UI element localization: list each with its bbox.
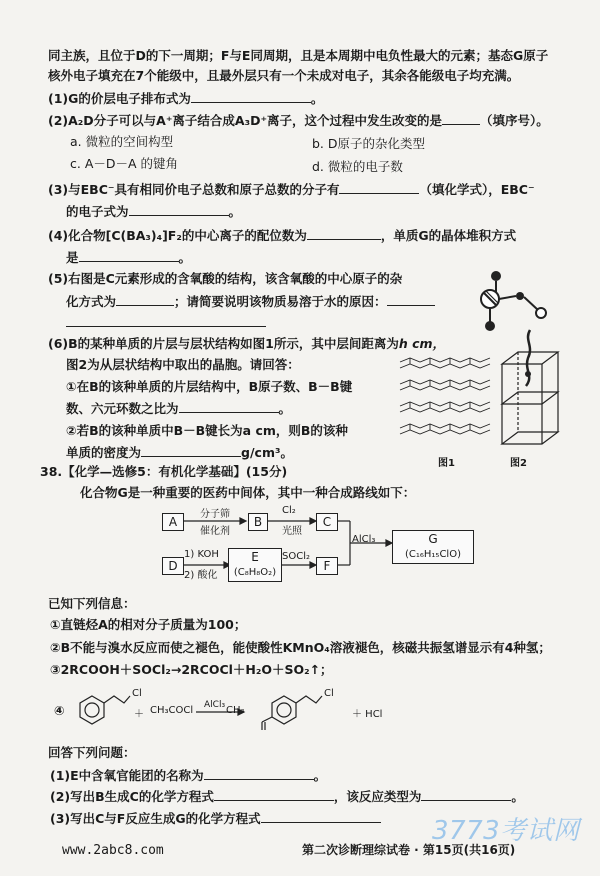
route-condition: SOCl₂ bbox=[282, 551, 310, 562]
text-line: 核外电子填充在7个能级中，且最外层只有一个未成对电子，其余各能级电子均充满。 bbox=[48, 68, 520, 83]
known-item: ③2RCOOH＋SOCl₂→2RCOCl＋H₂O＋SO₂↑； bbox=[50, 662, 333, 677]
answer-blank bbox=[387, 293, 435, 306]
known-title: 已知下列信息： bbox=[48, 596, 136, 611]
question-text: 是 bbox=[66, 250, 79, 265]
question-5c bbox=[66, 314, 266, 330]
question-suffix: ，该反应类型为 bbox=[333, 789, 422, 804]
compound-f-box: F bbox=[316, 557, 338, 575]
known-item: ①直链烃A的相对分子质量为100； bbox=[50, 617, 247, 632]
compound-b-box: B bbox=[248, 513, 268, 531]
answer-blank bbox=[214, 788, 334, 801]
question-3 bbox=[48, 180, 535, 198]
catalyst-label: AlCl₃ bbox=[204, 700, 226, 710]
answer-title: 回答下列问题： bbox=[48, 745, 136, 760]
question-6c: ①在B的该种单质的片层结构中，B原子数、B－B键 bbox=[66, 379, 353, 394]
question-text: (4)化合物[C(BA₃)₄]F₂的中心离子的配位数为 bbox=[48, 228, 307, 243]
compound-a-box: A bbox=[162, 513, 184, 531]
answer-1: (1)E中含氧官能团的名称为 。 bbox=[50, 768, 327, 783]
figure-2-label: 图2 bbox=[510, 458, 527, 469]
question-suffix: ；请简要说明该物质易溶于水的原因： bbox=[174, 294, 387, 309]
answer-blank bbox=[79, 249, 179, 262]
compound-d-box: D bbox=[162, 557, 184, 575]
compound-g-box bbox=[392, 530, 474, 564]
compound-label: E bbox=[251, 550, 259, 564]
option-b: b. D原子的杂化类型 bbox=[312, 136, 426, 151]
question-38-title: 38.【化学—选修5：有机化学基础】(15分) bbox=[40, 464, 288, 479]
option-c: c. A－D－A 的键角 bbox=[70, 156, 179, 171]
route-condition: 催化剂 bbox=[200, 526, 230, 537]
answer-blank bbox=[141, 444, 241, 457]
cl-label: Cl bbox=[324, 688, 334, 699]
site-url: www.2abc8.com bbox=[62, 843, 164, 858]
known-item-4-label: ④ bbox=[54, 703, 65, 718]
answer-blank bbox=[191, 90, 311, 103]
text-line: 同主族，且位于D的下一周期；F与E同周期，且是本周期中电负性最大的元素；基态G原子 bbox=[48, 48, 549, 63]
answer-blank bbox=[307, 227, 381, 240]
route-condition: AlCl₃ bbox=[352, 534, 376, 545]
question-6d2 bbox=[66, 443, 293, 461]
question-6d: ②若B的该种单质中B－B键长为a cm，则B的该种 bbox=[66, 423, 348, 438]
product-label: CH₃ bbox=[226, 705, 245, 716]
plus-sign: ＋ bbox=[134, 709, 144, 720]
answer-blank bbox=[261, 810, 381, 823]
compound-label: G bbox=[428, 532, 438, 546]
question-5b bbox=[66, 292, 435, 310]
question-6 bbox=[48, 334, 445, 352]
question-text: (1)E中含氧官能团的名称为 bbox=[50, 768, 204, 783]
option-d: d. 微粒的电子数 bbox=[312, 159, 403, 174]
answer-blank bbox=[339, 181, 419, 194]
question-38-intro: 化合物G是一种重要的医药中间体，其中一种合成路线如下： bbox=[80, 485, 416, 500]
route-condition: 光照 bbox=[282, 526, 302, 537]
answer-blank bbox=[204, 767, 314, 780]
answer-blank bbox=[66, 314, 266, 327]
page-footer: 第二次诊断理综试卷 · 第15页(共16页) bbox=[302, 843, 516, 857]
known-item: ②B不能与溴水反应而使之褪色，能使酸性KMnO₄溶液褪色，核磁共振氢谱显示有4种氢； bbox=[50, 640, 551, 655]
question-3b: 的电子式为 。 bbox=[66, 204, 242, 219]
compound-formula: (C₈H₈O₂) bbox=[233, 567, 277, 578]
unit: g/cm³。 bbox=[241, 445, 293, 460]
hcl-label: ＋ HCl bbox=[352, 709, 383, 720]
question-6b: 图2为从层状结构中取出的晶胞。请回答： bbox=[66, 357, 300, 372]
answer-blank bbox=[442, 112, 480, 125]
answer-blank bbox=[421, 788, 511, 801]
question-2 bbox=[48, 111, 549, 129]
answer-2: (2)写出B生成C的化学方程式 ，该反应类型为 。 bbox=[50, 789, 524, 804]
option-a: a. 微粒的空间构型 bbox=[70, 134, 174, 149]
question-1: (1)G的价层电子排布式为 。 bbox=[48, 91, 324, 106]
route-condition: Cl₂ bbox=[282, 505, 296, 516]
answer-blank bbox=[179, 400, 279, 413]
unit-cell-figure bbox=[498, 324, 564, 450]
answer-3 bbox=[50, 809, 381, 827]
answer-blank bbox=[116, 293, 174, 306]
route-condition: 2) 酸化 bbox=[184, 570, 218, 581]
compound-formula: (C₁₆H₁₅ClO) bbox=[405, 549, 461, 560]
cl-label: Cl bbox=[132, 688, 142, 699]
question-suffix: ，单质G的晶体堆积方式 bbox=[380, 228, 517, 243]
route-condition: 1) KOH bbox=[184, 549, 219, 560]
question-6c2: 数、六元环数之比为 。 bbox=[66, 401, 292, 416]
figure-1-label: 图1 bbox=[438, 458, 455, 469]
question-text: h cm， bbox=[398, 336, 446, 351]
graphite-layers-figure bbox=[396, 354, 496, 444]
question-text: (3)与EBC⁻具有相同价电子总数和原子总数的分子有 bbox=[48, 182, 340, 197]
question-text: (6)B的某种单质的片层与层状结构如图1所示，其中层间距离为 bbox=[48, 336, 399, 351]
compound-e-box bbox=[228, 548, 282, 582]
reagent-label: CH₃COCl bbox=[150, 705, 194, 716]
route-condition: 分子筛 bbox=[200, 509, 230, 520]
question-4b: 是 。 bbox=[66, 250, 192, 265]
question-text: (2)A₂D分子可以与A⁺离子结合成A₃D⁺离子，这个过程中发生改变的是 bbox=[48, 113, 443, 128]
question-text: (1)G的价层电子排布式为 bbox=[48, 91, 191, 106]
question-text: (3)写出C与F反应生成G的化学方程式 bbox=[50, 811, 261, 826]
question-text: 化方式为 bbox=[66, 294, 117, 309]
question-5: (5)右图是C元素形成的含氧酸的结构，该含氧酸的中心原子的杂 bbox=[48, 271, 403, 286]
question-text: 单质的密度为 bbox=[66, 445, 142, 460]
compound-c-box: C bbox=[316, 513, 338, 531]
question-text: 的电子式为 bbox=[66, 204, 129, 219]
question-4 bbox=[48, 226, 516, 244]
question-suffix: （填序号）。 bbox=[480, 113, 549, 128]
question-text: (2)写出B生成C的化学方程式 bbox=[50, 789, 214, 804]
answer-blank bbox=[129, 203, 229, 216]
question-suffix: （填化学式），EBC⁻ bbox=[419, 182, 535, 197]
question-text: 数、六元环数之比为 bbox=[66, 401, 179, 416]
watermark-logo: 3773考试网 bbox=[432, 816, 580, 846]
